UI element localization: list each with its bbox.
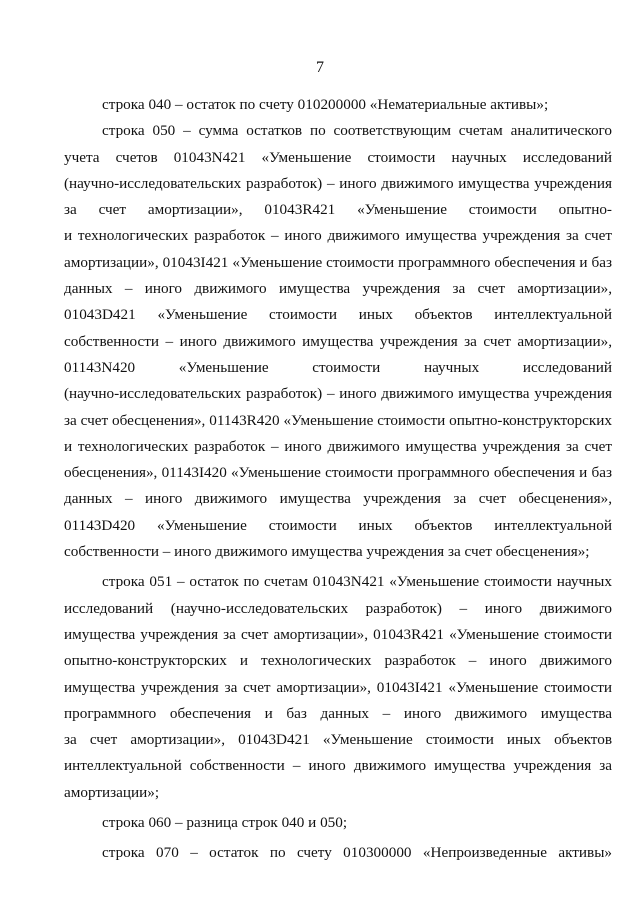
text-line: собственности – иного движимого имущества учреждения за счет амортизации», [64,332,612,350]
document-body [64,92,612,867]
paragraph-line-070 [64,840,612,866]
text-line: данных – иного движимого имущества учреждения за счет амортизации», [64,280,612,298]
paragraph-line-050 [64,118,612,565]
text-line: строка 050 – сумма остатков по соответствующим счетам аналитического [102,122,612,140]
text-line: программного обеспечения и баз данных – иного движимого имущества [64,704,612,722]
text-line: 01043D421 «Уменьшение стоимости иных объектов интеллектуальной [64,306,612,324]
text-line: и технологических разработок – иного движимого имущества учреждения за счет [64,227,612,245]
text-line: строка 070 – остаток по счету 010300000 «Непроизведенные активы» [102,844,612,862]
text-line: данных – иного движимого имущества учреждения за счет обесценения», [64,490,612,508]
text-line: (научно-исследовательских разработок) – иного движимого имущества учреждения [64,174,612,192]
text-line: амортизации», 01043I421 «Уменьшение стоимости программного обеспечения и баз [64,253,612,271]
paragraph-line-040 [64,92,612,118]
page-number: 7 [316,59,324,76]
text-line: 01143D420 «Уменьшение стоимости иных объектов интеллектуальной [64,516,612,534]
text-line: амортизации»; [64,783,160,801]
text-line: за счет амортизации», 01043D421 «Уменьшение стоимости иных объектов [64,731,612,749]
paragraph-line-060 [64,810,612,836]
paragraph-line-051 [64,569,612,806]
text-line: интеллектуальной собственности – иного движимого имущества учреждения за [64,757,612,775]
text-line: и технологических разработок – иного движимого имущества учреждения за счет [64,437,612,455]
text-line: обесценения», 01143I420 «Уменьшение стоимости программного обеспечения и баз [64,464,612,482]
text-line: строка 060 – разница строк 040 и 050; [102,814,348,832]
text-line: учета счетов 01043N421 «Уменьшение стоимости научных исследований [64,148,612,166]
text-line: опытно-конструкторских и технологических разработок – иного движимого [64,652,612,670]
text-line: исследований (научно-исследовательских разработок) – иного движимого [64,599,612,617]
text-line: строка 051 – остаток по счетам 01043N421 «Уменьшение стоимости научных [102,573,612,591]
text-line: 01143N420 «Уменьшение стоимости научных исследований [64,358,612,376]
text-line: за счет амортизации», 01043R421 «Уменьшение стоимости опытно- [64,201,612,219]
text-line: за счет обесценения», 01143R420 «Уменьшение стоимости опытно-конструкторских [64,411,612,429]
text-line: имущества учреждения за счет амортизации», 01043R421 «Уменьшение стоимости [64,625,612,643]
text-line: имущества учреждения за счет амортизации», 01043I421 «Уменьшение стоимости [64,678,612,696]
text-line: собственности – иного движимого имущества учреждения за счет обесценения»; [64,543,590,561]
text-line: (научно-исследовательских разработок) – иного движимого имущества учреждения [64,385,612,403]
text-line: строка 040 – остаток по счету 010200000 «Нематериальные активы»; [102,96,549,113]
